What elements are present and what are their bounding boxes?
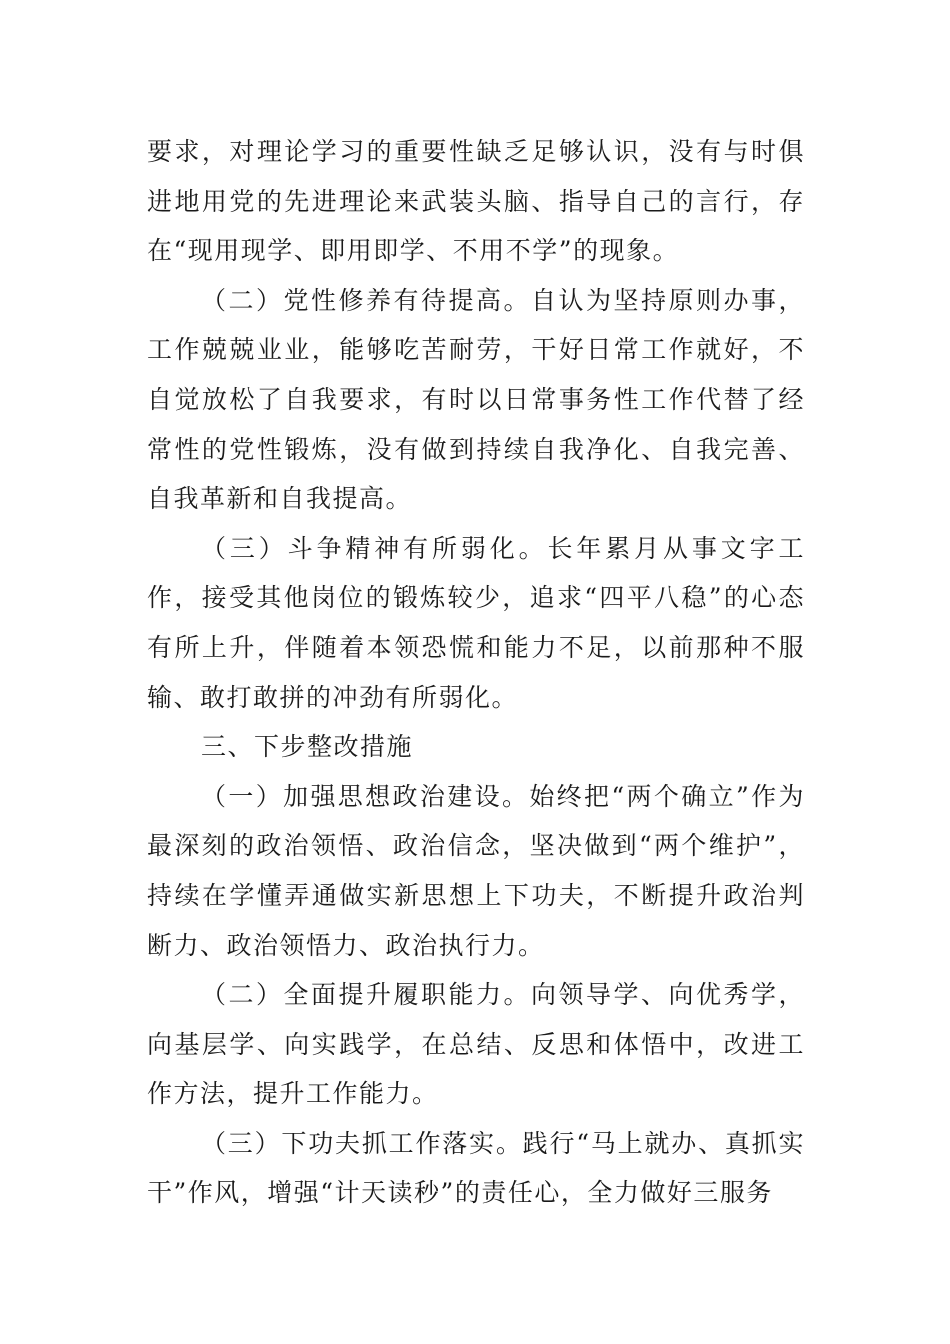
paragraph-ability: （二）全面提升履职能力。向领导学、向优秀学，向基层学、向实践学，在总结、反思和体悟中，改进工作方法，提升工作能力。 bbox=[147, 980, 805, 1109]
paragraph-implementation: （三）下功夫抓工作落实。践行“马上就办、真抓实干”作风，增强“计天读秒”的责任心，全力做好三服务 bbox=[147, 1128, 805, 1208]
paragraph-political-building: （一）加强思想政治建设。始终把“两个确立”作为最深刻的政治领悟、政治信念，坚决做到“两个维护”，持续在学懂弄通做实新思想上下功夫，不断提升政治判断力、政治领悟力、政治执行力。 bbox=[147, 781, 805, 960]
paragraph-continuation: 要求，对理论学习的重要性缺乏足够认识，没有与时俱进地用党的先进理论来武装头脑、指导自己的言行，存在“现用现学、即用即学、不用不学”的现象。 bbox=[147, 137, 805, 266]
paragraph-party-spirit: （二）党性修养有待提高。自认为坚持原则办事，工作兢兢业业，能够吃苦耐劳，干好日常工作就好，不自觉放松了自我要求，有时以日常事务性工作代替了经常性的党性锻炼，没有做到持续自我净化、自我完善、自我革新和自我提高。 bbox=[147, 285, 805, 514]
section-heading-rectification: 三、下步整改措施 bbox=[201, 732, 414, 762]
paragraph-fighting-spirit: （三）斗争精神有所弱化。长年累月从事文字工作，接受其他岗位的锻炼较少，追求“四平八稳”的心态有所上升，伴随着本领恐慌和能力不足，以前那种不服输、敢打敢拼的冲劲有所弱化。 bbox=[147, 533, 805, 712]
document-body bbox=[147, 127, 805, 1218]
